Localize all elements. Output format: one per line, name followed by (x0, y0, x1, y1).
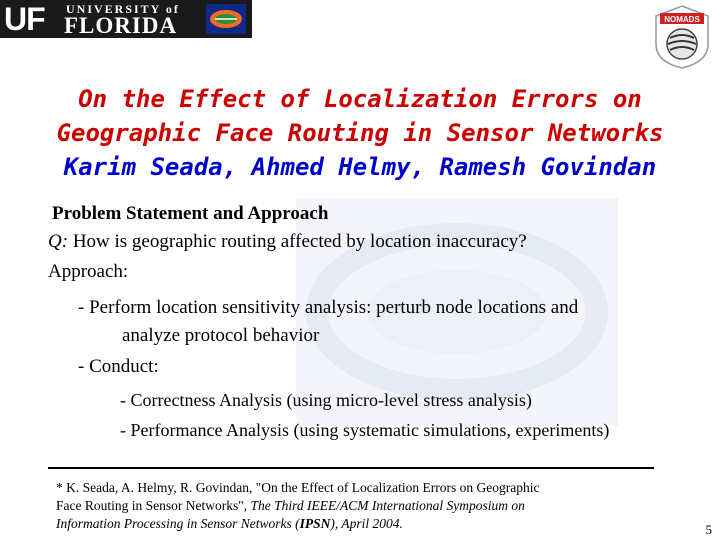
question-line (48, 231, 527, 253)
uf-logo (0, 0, 252, 38)
uf-logo-letters: UF (4, 1, 45, 37)
section-heading: Problem Statement and Approach (52, 203, 329, 224)
page-number: 5 (705, 522, 712, 537)
slide-authors: Karim Seada, Ahmed Helmy, Ramesh Govindan (63, 153, 657, 181)
footnote-line2 (56, 497, 525, 515)
footnote-line2-plain: Face Routing in Sensor Networks", (56, 498, 251, 513)
footnote-line1: * K. Seada, A. Helmy, R. Govindan, "On the Effect of Localization Errors on Geographic (56, 480, 540, 495)
question-label: Q: (48, 231, 69, 252)
footnote-venue: The Third IEEE/ACM International Symposium on (250, 498, 525, 513)
footnote-divider (48, 467, 654, 469)
bullet-conduct: - Conduct: (78, 356, 159, 377)
question-text: How is geographic routing affected by location inaccuracy? (68, 231, 527, 252)
uf-logo-university: UNIVERSITY of (66, 2, 180, 16)
uf-logo-florida: FLORIDA (64, 13, 178, 38)
nomads-label: NOMADS (664, 15, 700, 24)
footnote-line3 (56, 515, 403, 533)
sub-bullet-performance: - Performance Analysis (using systematic simulations, experiments) (120, 420, 610, 440)
nomads-logo-icon (654, 4, 710, 70)
bullet-sensitivity-analysis-cont: analyze protocol behavior (122, 325, 320, 346)
slide-title-line1: On the Effect of Localization Errors on (78, 85, 642, 113)
approach-label: Approach: (48, 261, 129, 282)
bullet-sensitivity-analysis: - Perform location sensitivity analysis: perturb node locations and (78, 297, 579, 318)
footnote-venue-cont: Information Processing in Sensor Networks ( (56, 516, 300, 531)
gator-logo-icon (206, 4, 246, 34)
slide-title-line2: Geographic Face Routing in Sensor Networks (56, 119, 664, 147)
sub-bullet-correctness: - Correctness Analysis (using micro-level stress analysis) (120, 390, 532, 410)
footnote-ipsn: IPSN (299, 516, 331, 531)
footnote-date: ), April 2004. (330, 516, 403, 531)
